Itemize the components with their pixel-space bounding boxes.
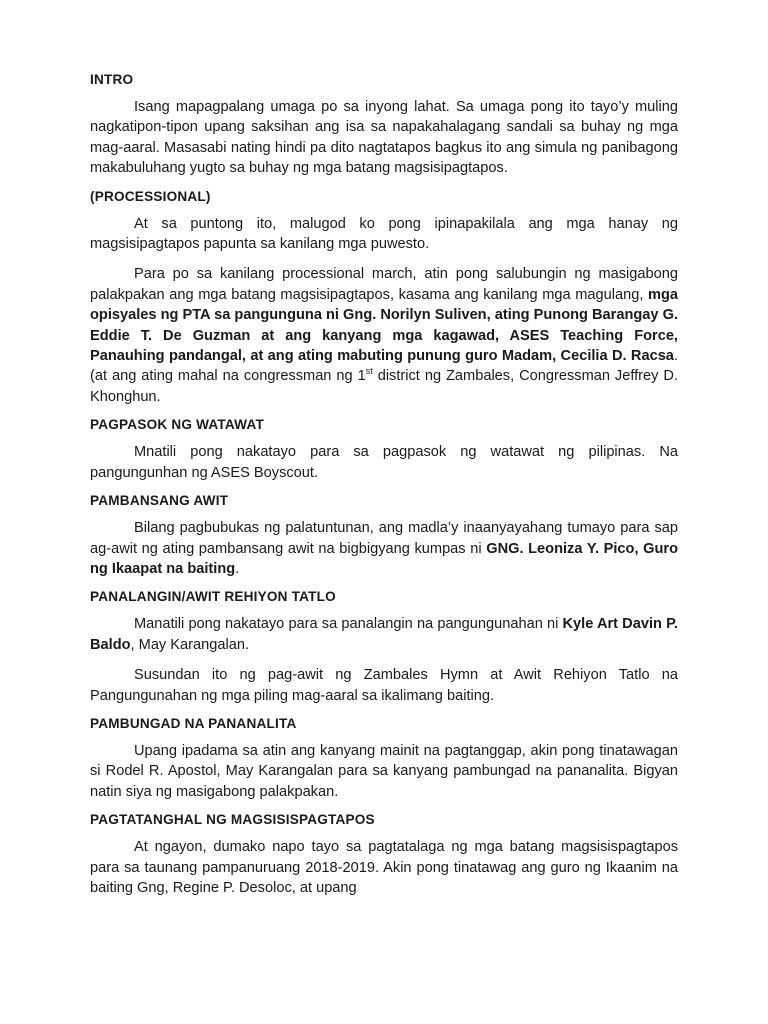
paragraph-processional-1: At sa puntong ito, malugod ko pong ipinapakilala ang mga hanay ng magsisipagtapos papunta sa kanilang mga puwesto. [90,215,678,253]
text-span: . (at ang ating mahal na congressman ng 1 [90,348,678,385]
paragraph-intro: Isang mapagpalang umaga po sa inyong lahat. Sa umaga pong ito tayo’y muling nagkatipon-tipon upang saksihan ang isa sa napakahalagang sandali sa buhay ng mga mag-aaral. Masasabi nating hindi pa dito nagtatapos bagkus ito ang simula ng panibagong makabuluhang yugto sa buhay ng mga batang magsisipagtapos. [90,99,678,177]
text-span: , May Karangalan. [130,636,249,653]
paragraph-pambansang-awit [90,518,678,579]
heading-panalangin: PANALANGIN/AWIT REHIYON TATLO [90,589,336,605]
paragraph-watawat: Mnatili pong nakatayo para sa pagpasok ng watawat ng pilipinas. Na pangungunhan ng ASES Boyscout. [90,444,678,481]
heading-pambungad: PAMBUNGAD NA PANANALITA [90,715,297,731]
text-span: Manatili pong nakatayo para sa panalangin na pangungunahan ni [134,616,563,633]
bold-text-span: mga opisyales ng PTA sa pangunguna ni Gng. Norilyn Suliven, ating Punong Barangay G. Eddie T. De Guzman at ang kanyang mga kagawad, ASES Teaching Force, Panauhing pandangal, at ang ating mabuting punung guro Madam, Cecilia D. Racsa [90,286,678,365]
paragraph-pagtatanghal: At ngayon, dumako napo tayo sa pagtatalaga ng mga batang magsisispagtapos para sa taunang pampanuruang 2018-2019. Akin pong tinatawag ang guro ng Ikaanim na baiting Gng, Regine P. Desoloc, at upang [90,839,678,896]
text-span: district ng Zambales, Congressman Jeffrey D. Khonghun. [90,368,679,405]
paragraph-panalangin-2: Susundan ito ng pag-awit ng Zambales Hymn at Awit Rehiyon Tatlo na Pangungunahan ng mga piling mag-aaral sa ikalimang baiting. [90,667,678,704]
paragraph-pambungad: Upang ipadama sa atin ang kanyang mainit na pagtanggap, akin pong tinatawagan si Rodel R. Apostol, May Karangalan para sa kanyang pambungad na pananalita. Bigyan natin siya ng masigabong palakpakan. [90,742,678,800]
text-span: Bilang pagbubukas ng palatuntunan, ang madla’y inaanyayahang tumayo para sap ag-awit ng ating pambansang awit na bigbigyang kumpas ni [90,520,678,557]
bold-text-span: Kyle Art Davin P. Baldo [90,616,678,653]
heading-pagtatanghal: PAGTATANGHAL NG MAGSISISPAGTAPOS [90,812,375,828]
heading-processional: (PROCESSIONAL) [90,188,211,204]
superscript-text: st [365,366,373,377]
heading-intro: INTRO [90,72,134,87]
heading-pambansang-awit: PAMBANSANG AWIT [90,493,229,509]
text-span: Para po sa kanilang processional march, atin pong salubungin ng masigabong palakpakan ang mga batang magsisipagtapos, kasama ang kanilang mga magulang, [90,266,678,303]
text-span: . [235,560,240,577]
paragraph-processional-2 [90,264,678,407]
heading-watawat: PAGPASOK NG WATAWAT [90,417,264,433]
paragraph-panalangin-1 [90,614,678,655]
bold-text-span: GNG. Leoniza Y. Pico, Guro ng Ikaapat na baiting [90,540,678,577]
